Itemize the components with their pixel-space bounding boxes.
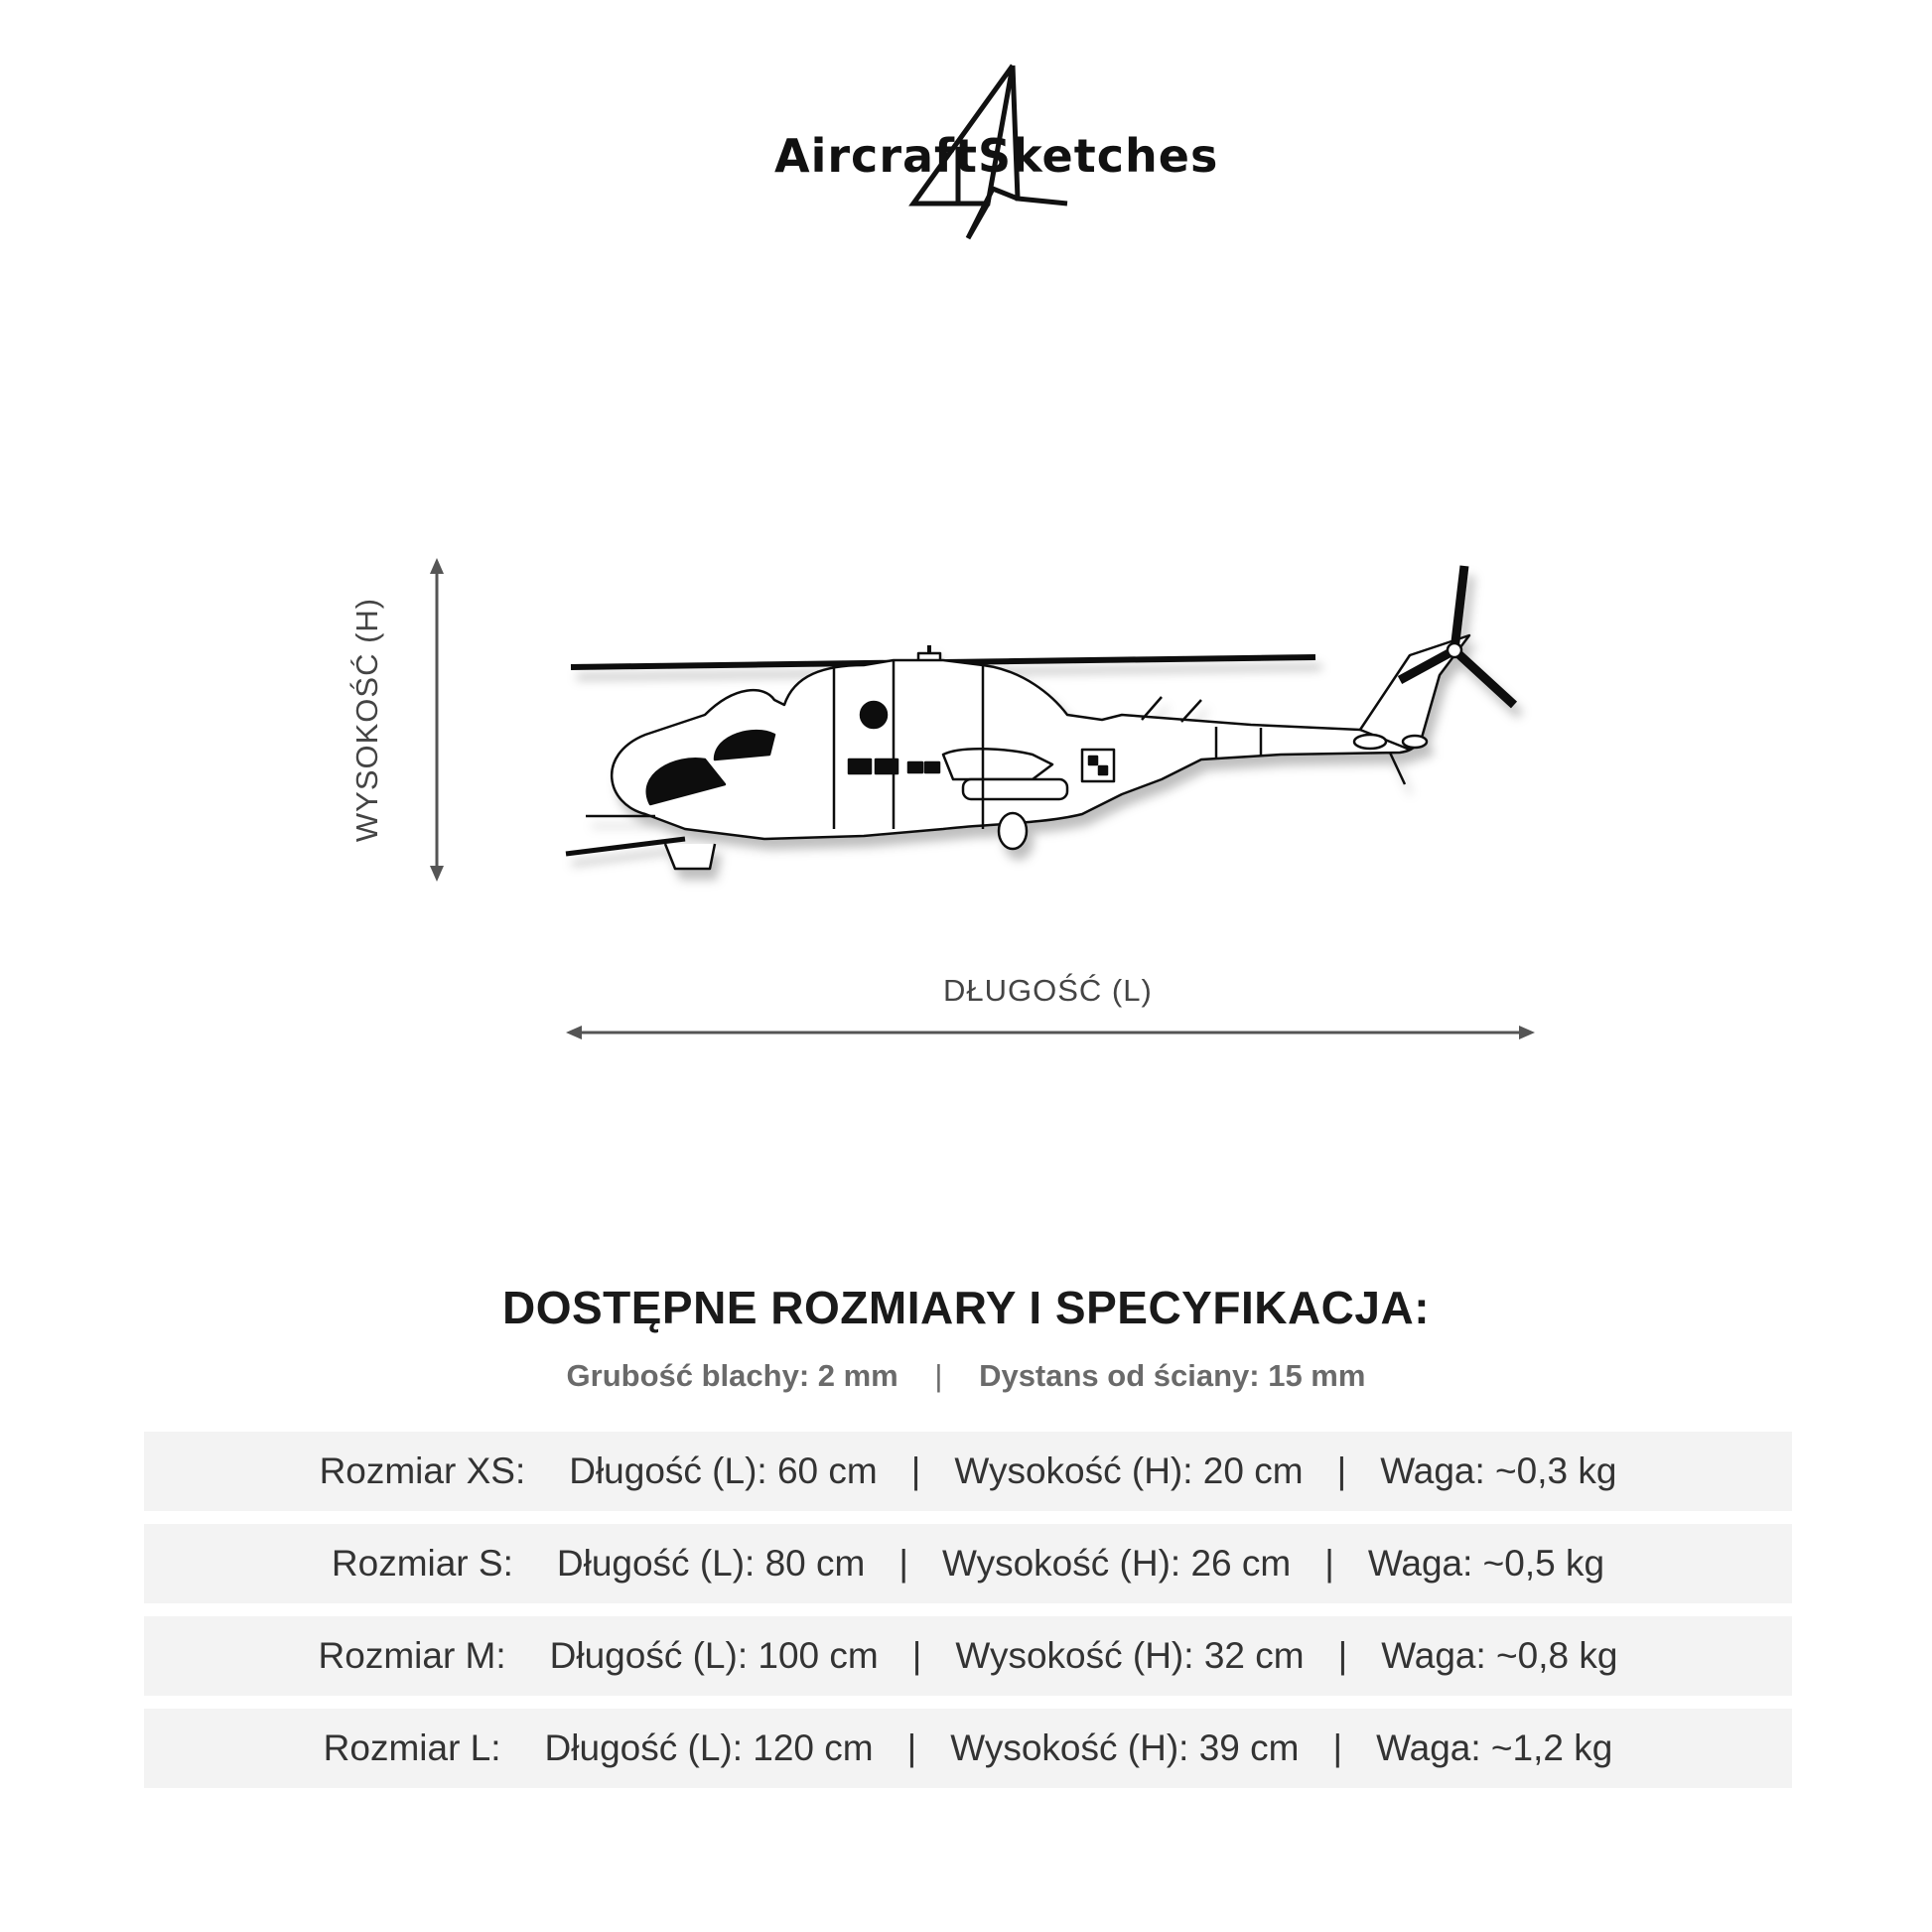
separator: | [1324,1543,1334,1584]
size-height: Wysokość (H): 26 cm [942,1543,1292,1584]
brand-logo [764,60,1219,258]
size-row-xs [144,1432,1792,1511]
specs-title: DOSTĘPNE ROZMIARY I SPECYFIKACJA: [501,1282,1431,1333]
size-height: Wysokość (H): 39 cm [950,1727,1300,1768]
size-length: Długość (L): 100 cm [549,1635,879,1676]
size-weight: Waga: ~0,5 kg [1367,1543,1605,1584]
thickness-text: Grubość blachy: 2 mm [566,1358,898,1393]
distance-text: Dystans od ściany: 15 mm [979,1358,1366,1393]
separator: | [910,1450,921,1491]
size-length: Długość (L): 120 cm [544,1727,874,1768]
size-row-m [144,1616,1792,1696]
size-weight: Waga: ~0,8 kg [1381,1635,1618,1676]
size-height: Wysokość (H): 32 cm [955,1635,1305,1676]
size-label: Rozmiar XS: [319,1450,526,1491]
size-label: Rozmiar M: [318,1635,506,1676]
sizes-table [144,1432,1792,1801]
separator: | [1337,1635,1348,1676]
separator: | [1332,1727,1343,1768]
size-length: Długość (L): 80 cm [556,1543,866,1584]
size-weight: Waga: ~1,2 kg [1376,1727,1613,1768]
separator: | [934,1358,943,1393]
size-row-s [144,1524,1792,1603]
height-arrow [422,556,452,884]
size-height: Wysokość (H): 20 cm [954,1450,1304,1491]
specs-subtitle [0,1358,1932,1394]
separator: | [906,1727,917,1768]
size-length: Długość (L): 60 cm [569,1450,878,1491]
size-weight: Waga: ~0,3 kg [1380,1450,1617,1491]
helicopter-icon [566,556,1539,894]
size-label: Rozmiar S: [331,1543,513,1584]
length-label: DŁUGOŚĆ (L) [943,973,1153,1008]
separator: | [898,1543,908,1584]
size-label: Rozmiar L: [323,1727,501,1768]
size-row-l [144,1709,1792,1788]
separator: | [1336,1450,1347,1491]
logo-text: AircraftSketches [774,129,1219,183]
separator: | [911,1635,922,1676]
length-arrow [564,1018,1537,1047]
helicopter-silhouette [566,556,1539,894]
